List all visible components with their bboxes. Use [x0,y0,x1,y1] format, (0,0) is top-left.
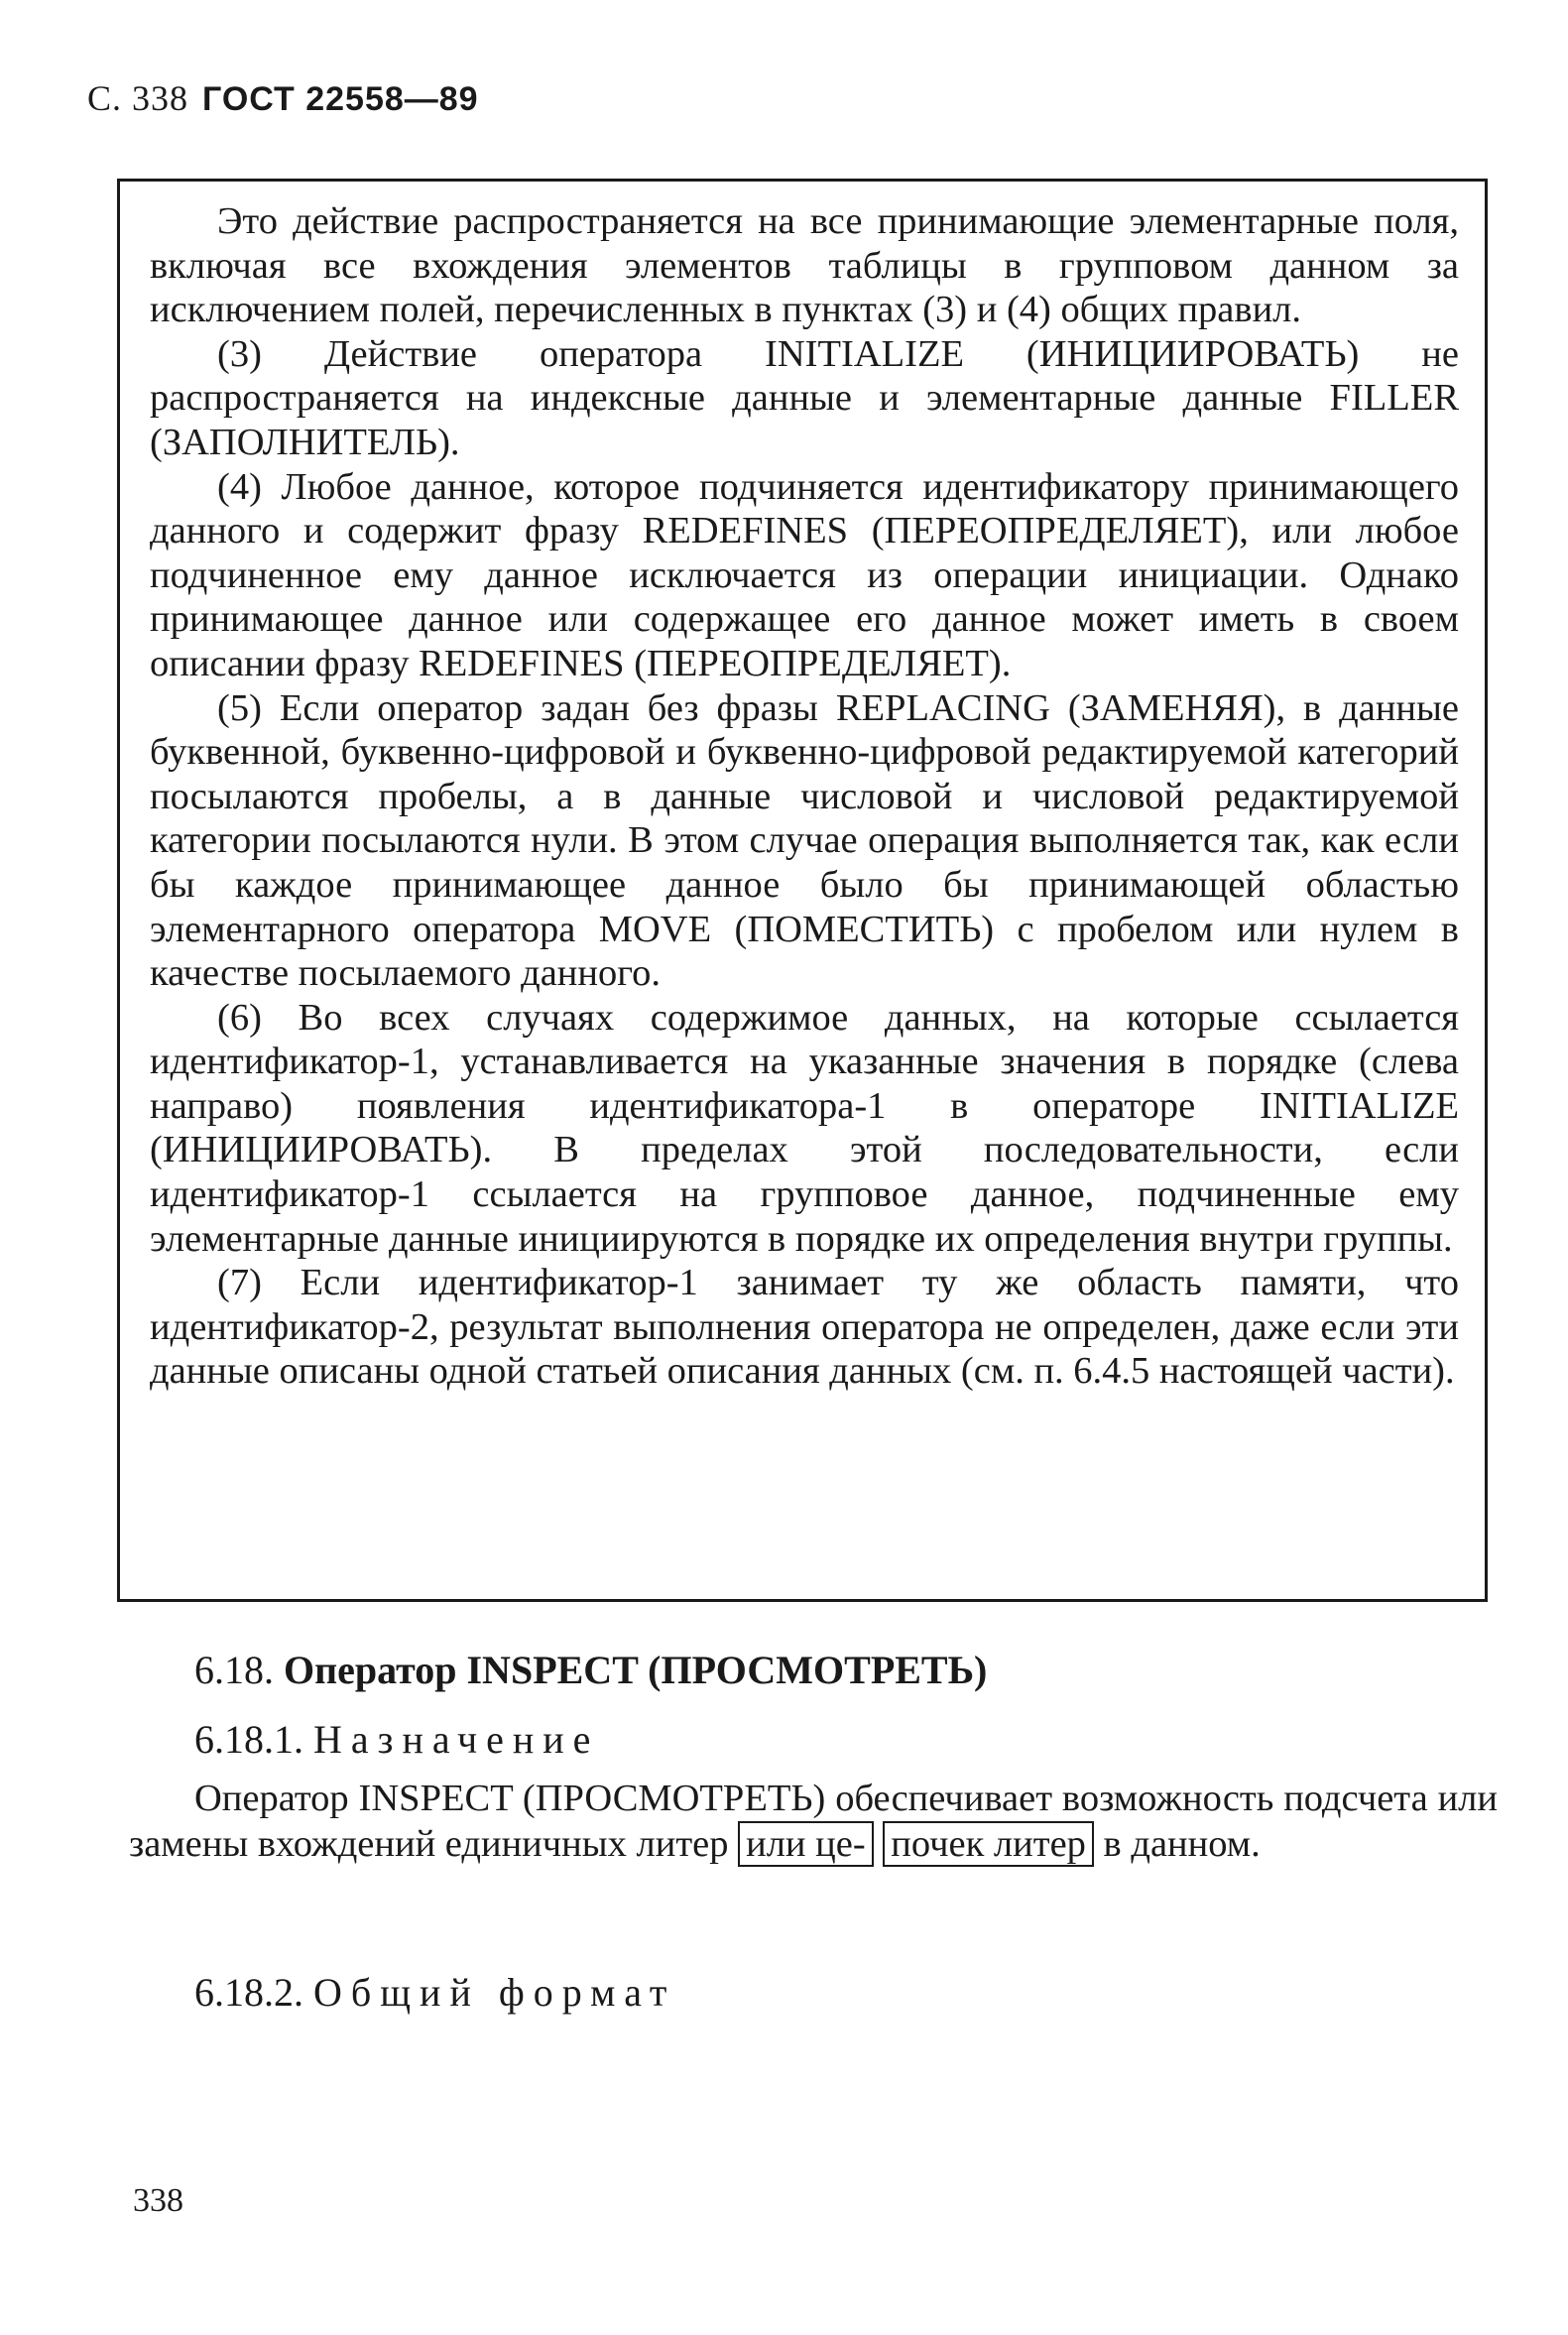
subsection-number: 6.18.2. [194,1970,303,2015]
page-reference: С. 338 [87,78,189,118]
paragraph-rule-3: (3) Действие оператора INITIALIZE (ИНИЦИИРОВАТЬ) не распространяется на индексные данные и элементарные данные FILLER (ЗАПОЛНИТЕЛЬ). [150,332,1459,463]
paragraph-rule-4: (4) Любое данное, которое подчиняется идентификатору принимающего данного и содержит фразу REDEFINES (ПЕРЕОПРЕДЕЛЯЕТ), или любое подчиненное ему данное исключается из операции инициации. Однако принимающее данное или содержащее его данное может иметь в своем описании фразу REDEFINES (ПЕРЕОПРЕДЕЛЯЕТ). [150,465,1459,684]
boxed-insert-2: почек литер [883,1821,1094,1867]
section-number: 6.18. [194,1648,274,1692]
section-title: Оператор INSPECT (ПРОСМОТРЕТЬ) [284,1648,988,1692]
subsection-title: Общий формат [313,1970,676,2015]
framed-text-block [117,179,1488,1602]
paragraph-rule-7: (7) Если идентификатор-1 занимает ту же область памяти, что идентификатор-2, результат выполнения оператора не определен, даже если эти данные описаны одной статьей описания данных (см. п. 6.4.5 настоящей части). [150,1262,1459,1393]
subsection-heading-6-18-1 [194,1716,1563,1763]
section-heading-6-18 [194,1647,1563,1693]
boxed-insert-1: или це- [738,1821,874,1867]
paragraph-rule-6: (6) Во всех случаях содержимое данных, на которые ссылается идентификатор-1, устанавливается на указанные значения в порядке (слева направо) появления идентификатора-1 в операторе INITIALIZE (ИНИЦИИРОВАТЬ). В пределах этой последовательности, если идентификатор-1 ссылается на групповое данное, подчиненные ему элементарные данные инициируются в порядке их определения внутри группы. [150,996,1459,1260]
purpose-text-end: в данном. [1093,1823,1261,1865]
page-header [87,77,479,119]
subsection-number: 6.18.1. [194,1717,303,1762]
standard-designation: ГОСТ 22558—89 [202,80,479,118]
paragraph-intro: Это действие распространяется на все принимающие элементарные поля, включая все вхождения элементов таблицы в групповом данном за исключением полей, перечисленных в пунктах (3) и (4) общих правил. [150,200,1459,331]
purpose-paragraph [129,1776,1498,1867]
purpose-text: Оператор INSPECT (ПРОСМОТРЕТЬ) обеспечивает возможность подсчета или замены вхождений единичных литер [129,1778,1498,1865]
paragraph-rule-5: (5) Если оператор задан без фразы REPLACING (ЗАМЕНЯЯ), в данные буквенной, буквенно-цифровой и буквенно-цифровой редактируемой категорий посылаются пробелы, а в данные числовой и числовой редактируемой категории посылаются нули. В этом случае операция выполняется так, как если бы каждое принимающее данное было бы принимающей областью элементарного оператора MOVE (ПОМЕСТИТЬ) с пробелом или нулем в качестве посылаемого данного. [150,686,1459,995]
subsection-title: Назначение [313,1717,600,1762]
page-number: 338 [133,2182,183,2219]
subsection-heading-6-18-2 [194,1969,1563,2016]
